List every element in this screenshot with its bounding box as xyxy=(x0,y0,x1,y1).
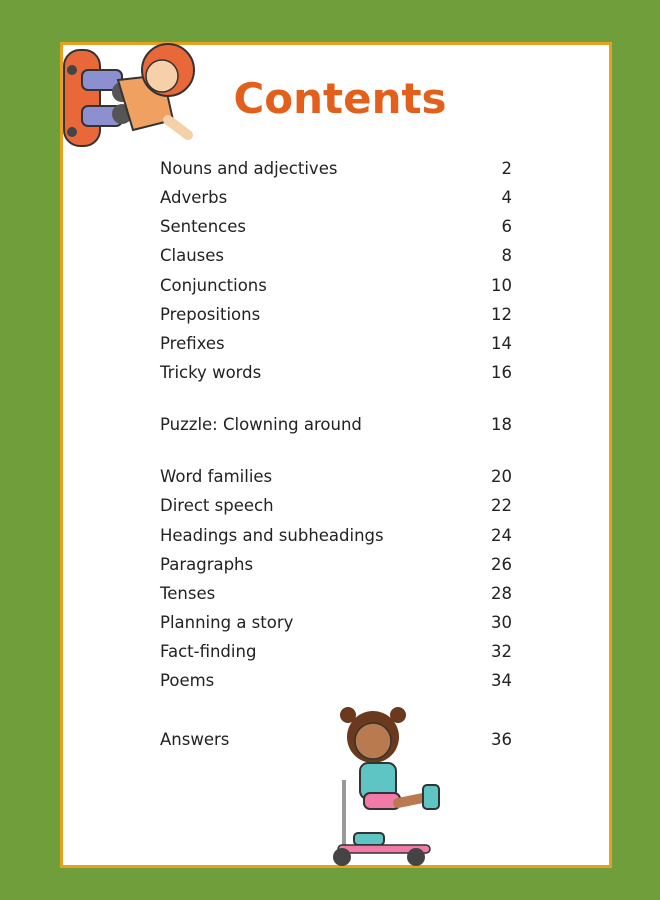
contents-entry xyxy=(160,273,512,297)
contents-entry xyxy=(160,360,512,384)
entry-page-number: 12 xyxy=(491,304,512,324)
contents-entry xyxy=(160,214,512,238)
contents-entry xyxy=(160,552,512,576)
entry-title: Prefixes xyxy=(160,333,225,353)
contents-entry xyxy=(160,243,512,267)
entry-title: Fact-finding xyxy=(160,641,257,661)
page-title: Contents xyxy=(233,74,447,123)
contents-entry xyxy=(160,523,512,547)
entry-page-number: 6 xyxy=(501,216,512,236)
entry-page-number: 36 xyxy=(491,729,512,749)
contents-entry xyxy=(160,493,512,517)
contents-entry xyxy=(160,464,512,488)
entry-title: Clauses xyxy=(160,245,225,265)
contents-entry xyxy=(160,581,512,605)
entry-page-number: 14 xyxy=(491,333,512,353)
entry-page-number: 22 xyxy=(491,495,512,515)
entry-page-number: 34 xyxy=(491,670,512,690)
entry-page-number: 32 xyxy=(491,641,512,661)
entry-title: Direct speech xyxy=(160,495,274,515)
entry-title: Nouns and adjectives xyxy=(160,158,338,178)
contents-entry xyxy=(160,156,512,180)
entry-title: Planning a story xyxy=(160,612,294,632)
entry-title: Poems xyxy=(160,670,215,690)
entry-page-number: 20 xyxy=(491,466,512,486)
entry-page-number: 18 xyxy=(491,414,512,434)
entry-page-number: 16 xyxy=(491,362,512,382)
contents-entry xyxy=(160,668,512,692)
entry-title: Conjunctions xyxy=(160,275,267,295)
entry-page-number: 26 xyxy=(491,554,512,574)
contents-entry xyxy=(160,610,512,634)
entry-title: Tenses xyxy=(160,583,216,603)
entry-title: Answers xyxy=(160,729,230,749)
entry-title: Prepositions xyxy=(160,304,261,324)
entry-title: Word families xyxy=(160,466,273,486)
entry-title: Tricky words xyxy=(160,362,262,382)
entry-page-number: 4 xyxy=(501,187,512,207)
entry-page-number: 10 xyxy=(491,275,512,295)
entry-title: Adverbs xyxy=(160,187,228,207)
entry-page-number: 30 xyxy=(491,612,512,632)
entry-title: Puzzle: Clowning around xyxy=(160,414,362,434)
scooter-girl-illustration xyxy=(328,705,443,870)
entry-page-number: 28 xyxy=(491,583,512,603)
entry-title: Sentences xyxy=(160,216,246,236)
contents-entry xyxy=(160,331,512,355)
contents-entry xyxy=(160,639,512,663)
contents-entry xyxy=(160,412,512,436)
entry-title: Headings and subheadings xyxy=(160,525,384,545)
entry-page-number: 2 xyxy=(501,158,512,178)
entry-page-number: 8 xyxy=(501,245,512,265)
contents-entry xyxy=(160,302,512,326)
contents-entry xyxy=(160,185,512,209)
entry-title: Paragraphs xyxy=(160,554,254,574)
entry-page-number: 24 xyxy=(491,525,512,545)
